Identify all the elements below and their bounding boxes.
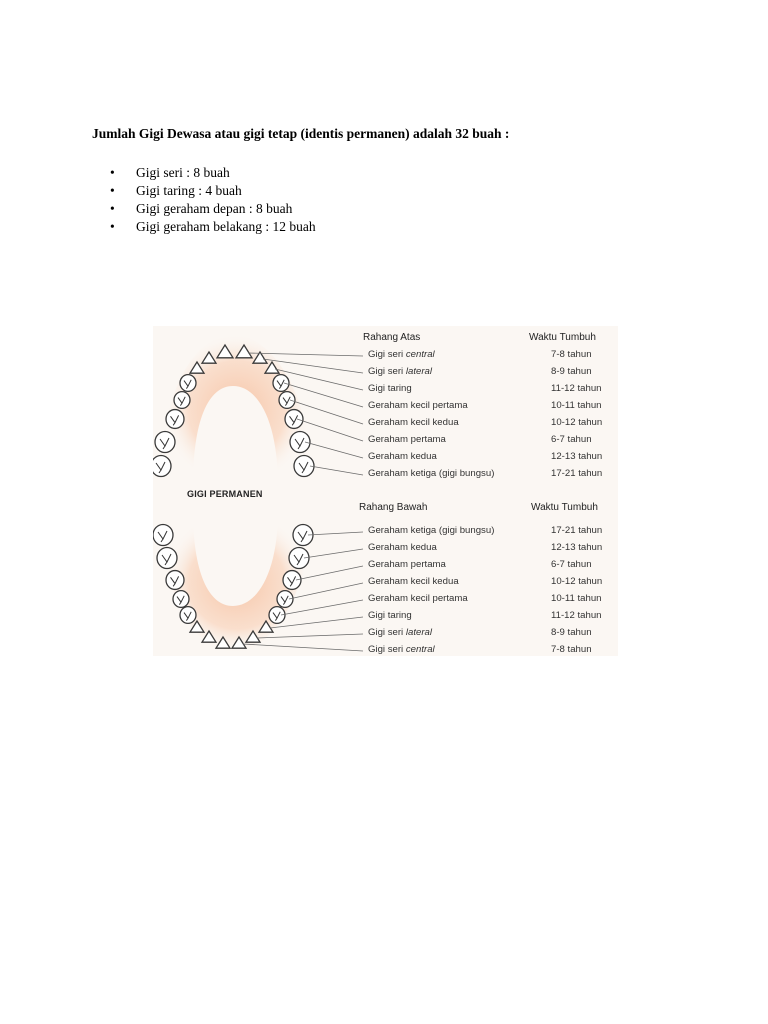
upper-tooth-name bbox=[368, 451, 437, 463]
tooth bbox=[273, 375, 289, 392]
upper-tooth-name bbox=[368, 400, 468, 412]
lower-tooth-name bbox=[368, 644, 435, 656]
tooth-name-text: Geraham kecil kedua bbox=[368, 417, 459, 428]
leader-line bbox=[281, 600, 363, 615]
list-item: • Gigi seri : 8 buah bbox=[92, 164, 316, 182]
tooth bbox=[153, 525, 173, 546]
tooth bbox=[166, 410, 184, 429]
lower-eruption-time: 10-12 tahun bbox=[551, 576, 603, 587]
tooth-name-text: Gigi taring bbox=[368, 383, 412, 394]
tooth-name-text: Geraham pertama bbox=[368, 559, 446, 570]
tooth-name-text: Geraham kecil pertama bbox=[368, 593, 468, 604]
list-item: • Gigi taring : 4 buah bbox=[92, 182, 316, 200]
tooth-name-qualifier: central bbox=[405, 644, 435, 655]
lower-eruption-time: 17-21 tahun bbox=[551, 525, 603, 536]
upper-eruption-time: 7-8 tahun bbox=[551, 349, 592, 360]
tooth-name-text: Gigi taring bbox=[368, 610, 412, 621]
upper-tooth-name bbox=[368, 417, 459, 429]
leader-line bbox=[310, 466, 363, 475]
lower-time-header: Waktu Tumbuh bbox=[531, 502, 598, 513]
leader-line bbox=[305, 442, 363, 458]
lower-eruption-time: 11-12 tahun bbox=[551, 610, 602, 621]
tooth bbox=[285, 410, 303, 429]
tooth-name-text: Gigi seri bbox=[368, 644, 406, 655]
upper-tooth-name bbox=[368, 383, 412, 395]
tooth bbox=[174, 392, 190, 409]
upper-tooth-name bbox=[368, 434, 446, 446]
tooth-name-text: Geraham ketiga (gigi bungsu) bbox=[368, 468, 495, 479]
upper-eruption-time: 10-11 tahun bbox=[551, 400, 602, 411]
tooth-name-text: Geraham kecil pertama bbox=[368, 400, 468, 411]
leader-line bbox=[304, 549, 363, 558]
tooth bbox=[173, 591, 189, 608]
tooth bbox=[166, 571, 184, 590]
tooth bbox=[180, 607, 196, 624]
upper-eruption-time: 12-13 tahun bbox=[551, 451, 603, 462]
upper-eruption-time: 17-21 tahun bbox=[551, 468, 603, 479]
lower-tooth-name bbox=[368, 576, 459, 588]
upper-tooth-name bbox=[368, 349, 435, 361]
lower-tooth-name bbox=[368, 525, 494, 537]
tooth bbox=[283, 571, 301, 590]
leader-line bbox=[308, 532, 363, 535]
tooth-name-text: Geraham kedua bbox=[368, 451, 437, 462]
list-item: • Gigi geraham belakang : 12 buah bbox=[92, 218, 316, 236]
lower-tooth-name bbox=[368, 593, 468, 605]
upper-eruption-time: 10-12 tahun bbox=[551, 417, 603, 428]
tooth-name-qualifier: lateral bbox=[405, 366, 432, 377]
lower-jaw-title: Rahang Bawah bbox=[359, 502, 428, 513]
lower-eruption-time: 12-13 tahun bbox=[551, 542, 603, 553]
tooth-count-list bbox=[92, 164, 316, 236]
tooth-name-text: Gigi seri bbox=[368, 627, 406, 638]
tooth-name-text: Geraham ketiga (gigi bungsu) bbox=[368, 525, 495, 536]
lower-tooth-name bbox=[368, 542, 437, 554]
tooth-name-text: Gigi seri bbox=[368, 366, 406, 377]
tooth bbox=[157, 548, 177, 569]
upper-tooth-name bbox=[368, 468, 494, 480]
tooth bbox=[153, 456, 171, 477]
upper-jaw-title: Rahang Atas bbox=[363, 332, 421, 343]
tooth-name-text: Geraham kecil kedua bbox=[368, 576, 459, 587]
tooth bbox=[155, 432, 175, 453]
lower-eruption-time: 6-7 tahun bbox=[551, 559, 592, 570]
upper-tooth-name bbox=[368, 366, 432, 378]
tooth bbox=[279, 392, 295, 409]
tooth bbox=[290, 432, 310, 453]
lower-tooth-name bbox=[368, 610, 412, 622]
tooth-name-text: Geraham kedua bbox=[368, 542, 437, 553]
upper-time-header: Waktu Tumbuh bbox=[529, 332, 596, 343]
lower-tooth-name bbox=[368, 559, 446, 571]
tooth bbox=[180, 375, 196, 392]
gigi-permanen-label: GIGI PERMANEN bbox=[187, 489, 263, 499]
page-heading: Jumlah Gigi Dewasa atau gigi tetap (identis permanen) adalah 32 buah : bbox=[92, 126, 510, 141]
tooth-name-qualifier: central bbox=[405, 349, 435, 360]
lower-eruption-time: 10-11 tahun bbox=[551, 593, 602, 604]
upper-eruption-time: 6-7 tahun bbox=[551, 434, 592, 445]
upper-eruption-time: 11-12 tahun bbox=[551, 383, 602, 394]
leader-line bbox=[296, 566, 363, 580]
tooth-name-qualifier: lateral bbox=[405, 627, 432, 638]
lower-tooth-name bbox=[368, 627, 432, 639]
tooth-name-text: Geraham pertama bbox=[368, 434, 446, 445]
list-item: • Gigi geraham depan : 8 buah bbox=[92, 200, 316, 218]
tooth-name-text: Gigi seri bbox=[368, 349, 406, 360]
lower-eruption-time: 7-8 tahun bbox=[551, 644, 592, 655]
lower-eruption-time: 8-9 tahun bbox=[551, 627, 592, 638]
leader-line bbox=[257, 634, 363, 638]
permanent-teeth-figure bbox=[153, 326, 618, 656]
upper-eruption-time: 8-9 tahun bbox=[551, 366, 592, 377]
leader-line bbox=[243, 644, 363, 651]
